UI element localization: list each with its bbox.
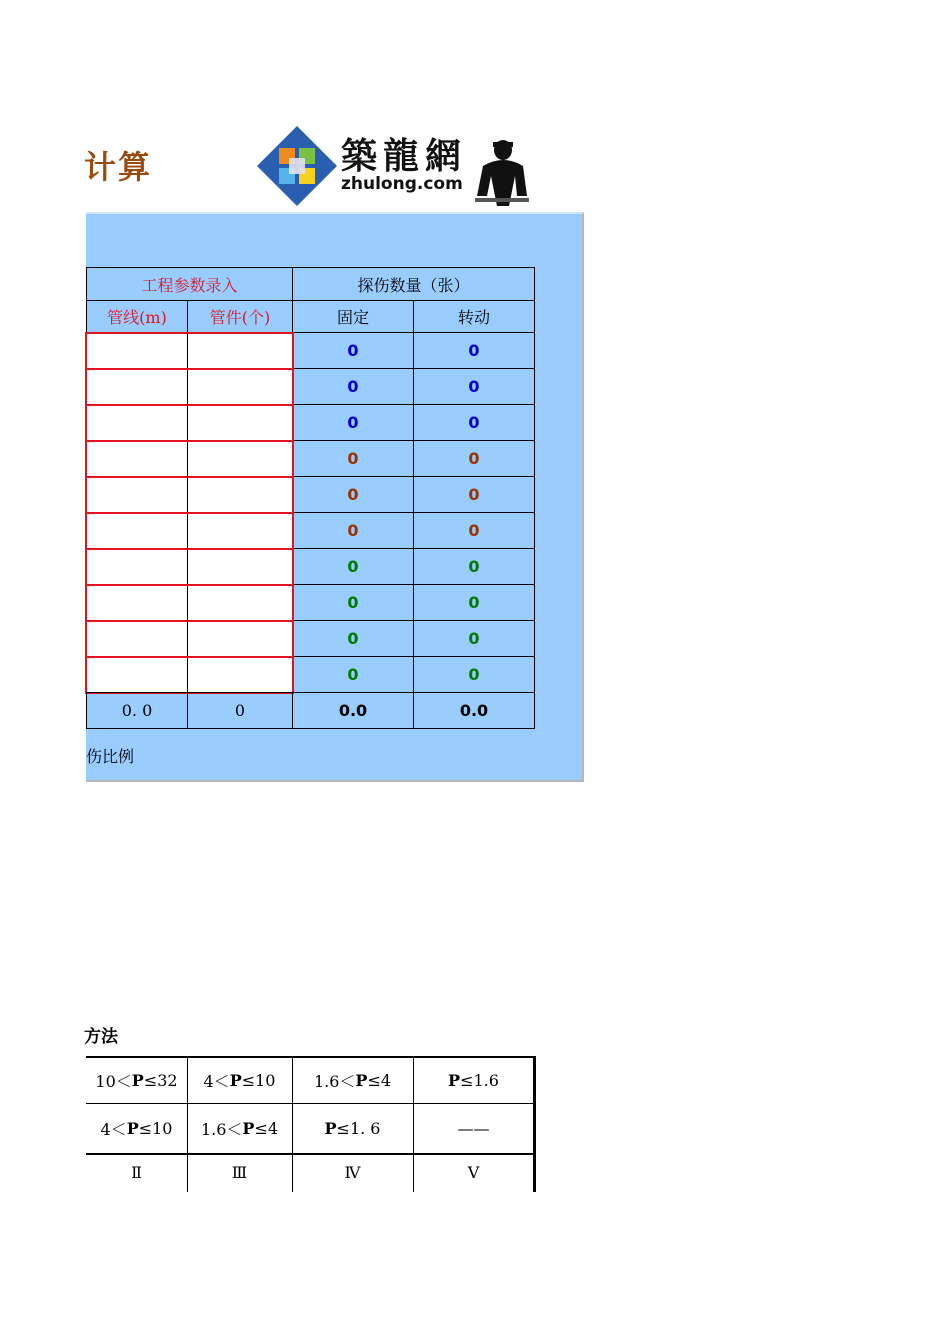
fitting-input-cell[interactable]	[187, 332, 293, 369]
logo-english: zhulong.com	[341, 174, 463, 194]
rotating-count-cell: 0	[413, 404, 535, 441]
pipeline-input-cell[interactable]	[86, 440, 188, 477]
method-cell: ——	[413, 1104, 535, 1153]
rotating-count-cell: 0	[413, 512, 535, 549]
pipeline-input-cell[interactable]	[86, 512, 188, 549]
method-cell: 4＜ P ≤10	[187, 1057, 293, 1104]
pipeline-input-cell[interactable]	[86, 620, 188, 657]
fixed-count-cell: 0	[292, 332, 414, 369]
method-cell: 1.6＜ P ≤4	[292, 1057, 414, 1104]
method-cell: P ≤1.6	[413, 1057, 535, 1104]
fitting-input-cell[interactable]	[187, 584, 293, 621]
fitting-input-cell[interactable]	[187, 512, 293, 549]
pipeline-input-cell[interactable]	[86, 332, 188, 369]
input-group-header: 工程参数录入	[86, 267, 293, 301]
rotating-count-cell: 0	[413, 656, 535, 693]
fitting-input-cell[interactable]	[187, 404, 293, 441]
fixed-count-cell: 0	[292, 584, 414, 621]
grade-cell: Ⅴ	[413, 1153, 535, 1192]
fixed-count-cell: 0	[292, 368, 414, 405]
page-title: 计算	[84, 148, 153, 186]
pipeline-input-cell[interactable]	[86, 656, 188, 693]
rotating-count-cell: 0	[413, 440, 535, 477]
method-cell: 10＜ P ≤32	[86, 1057, 188, 1104]
pipeline-input-cell[interactable]	[86, 584, 188, 621]
fixed-column-header: 固定	[292, 300, 414, 333]
pipeline-input-cell[interactable]	[86, 548, 188, 585]
rotating-count-cell: 0	[413, 548, 535, 585]
method-heading: 方法	[84, 1027, 118, 1047]
rotating-count-cell: 0	[413, 368, 535, 405]
total-fixed: 0.0	[292, 692, 414, 729]
worker-figure-icon	[469, 136, 533, 208]
logo-chinese: 築龍網	[341, 135, 468, 177]
method-cell: P ≤1. 6	[292, 1104, 414, 1153]
pipeline-input-cell[interactable]	[86, 404, 188, 441]
fitting-input-cell[interactable]	[187, 368, 293, 405]
grade-cell: Ⅱ	[86, 1153, 188, 1192]
rotating-count-cell: 0	[413, 332, 535, 369]
method-cell: 4＜ P ≤10	[86, 1104, 188, 1153]
grade-cell: Ⅳ	[292, 1153, 414, 1192]
grade-cell: Ⅲ	[187, 1153, 293, 1192]
rotating-count-cell: 0	[413, 584, 535, 621]
fitting-input-cell[interactable]	[187, 548, 293, 585]
total-rotating: 0.0	[413, 692, 535, 729]
pipeline-input-cell[interactable]	[86, 368, 188, 405]
total-fitting: 0	[187, 692, 293, 729]
rotating-count-cell: 0	[413, 620, 535, 657]
fixed-count-cell: 0	[292, 404, 414, 441]
fixed-count-cell: 0	[292, 476, 414, 513]
fitting-column-header: 管件(个)	[187, 300, 293, 333]
zhulong-logo	[255, 122, 535, 210]
fixed-count-cell: 0	[292, 620, 414, 657]
method-cell: 1.6＜ P ≤4	[187, 1104, 293, 1153]
ratio-note: 伤比例	[86, 747, 135, 766]
rotating-column-header: 转动	[413, 300, 535, 333]
fitting-input-cell[interactable]	[187, 440, 293, 477]
fitting-input-cell[interactable]	[187, 476, 293, 513]
fixed-count-cell: 0	[292, 548, 414, 585]
logo-diamond-icon	[255, 124, 339, 208]
pipeline-column-header: 管线(m)	[86, 300, 188, 333]
fitting-input-cell[interactable]	[187, 656, 293, 693]
count-group-header: 探伤数量（张）	[292, 267, 535, 301]
total-pipeline: 0. 0	[86, 692, 188, 729]
rotating-count-cell: 0	[413, 476, 535, 513]
fixed-count-cell: 0	[292, 512, 414, 549]
fixed-count-cell: 0	[292, 656, 414, 693]
fixed-count-cell: 0	[292, 440, 414, 477]
fitting-input-cell[interactable]	[187, 620, 293, 657]
pipeline-input-cell[interactable]	[86, 476, 188, 513]
